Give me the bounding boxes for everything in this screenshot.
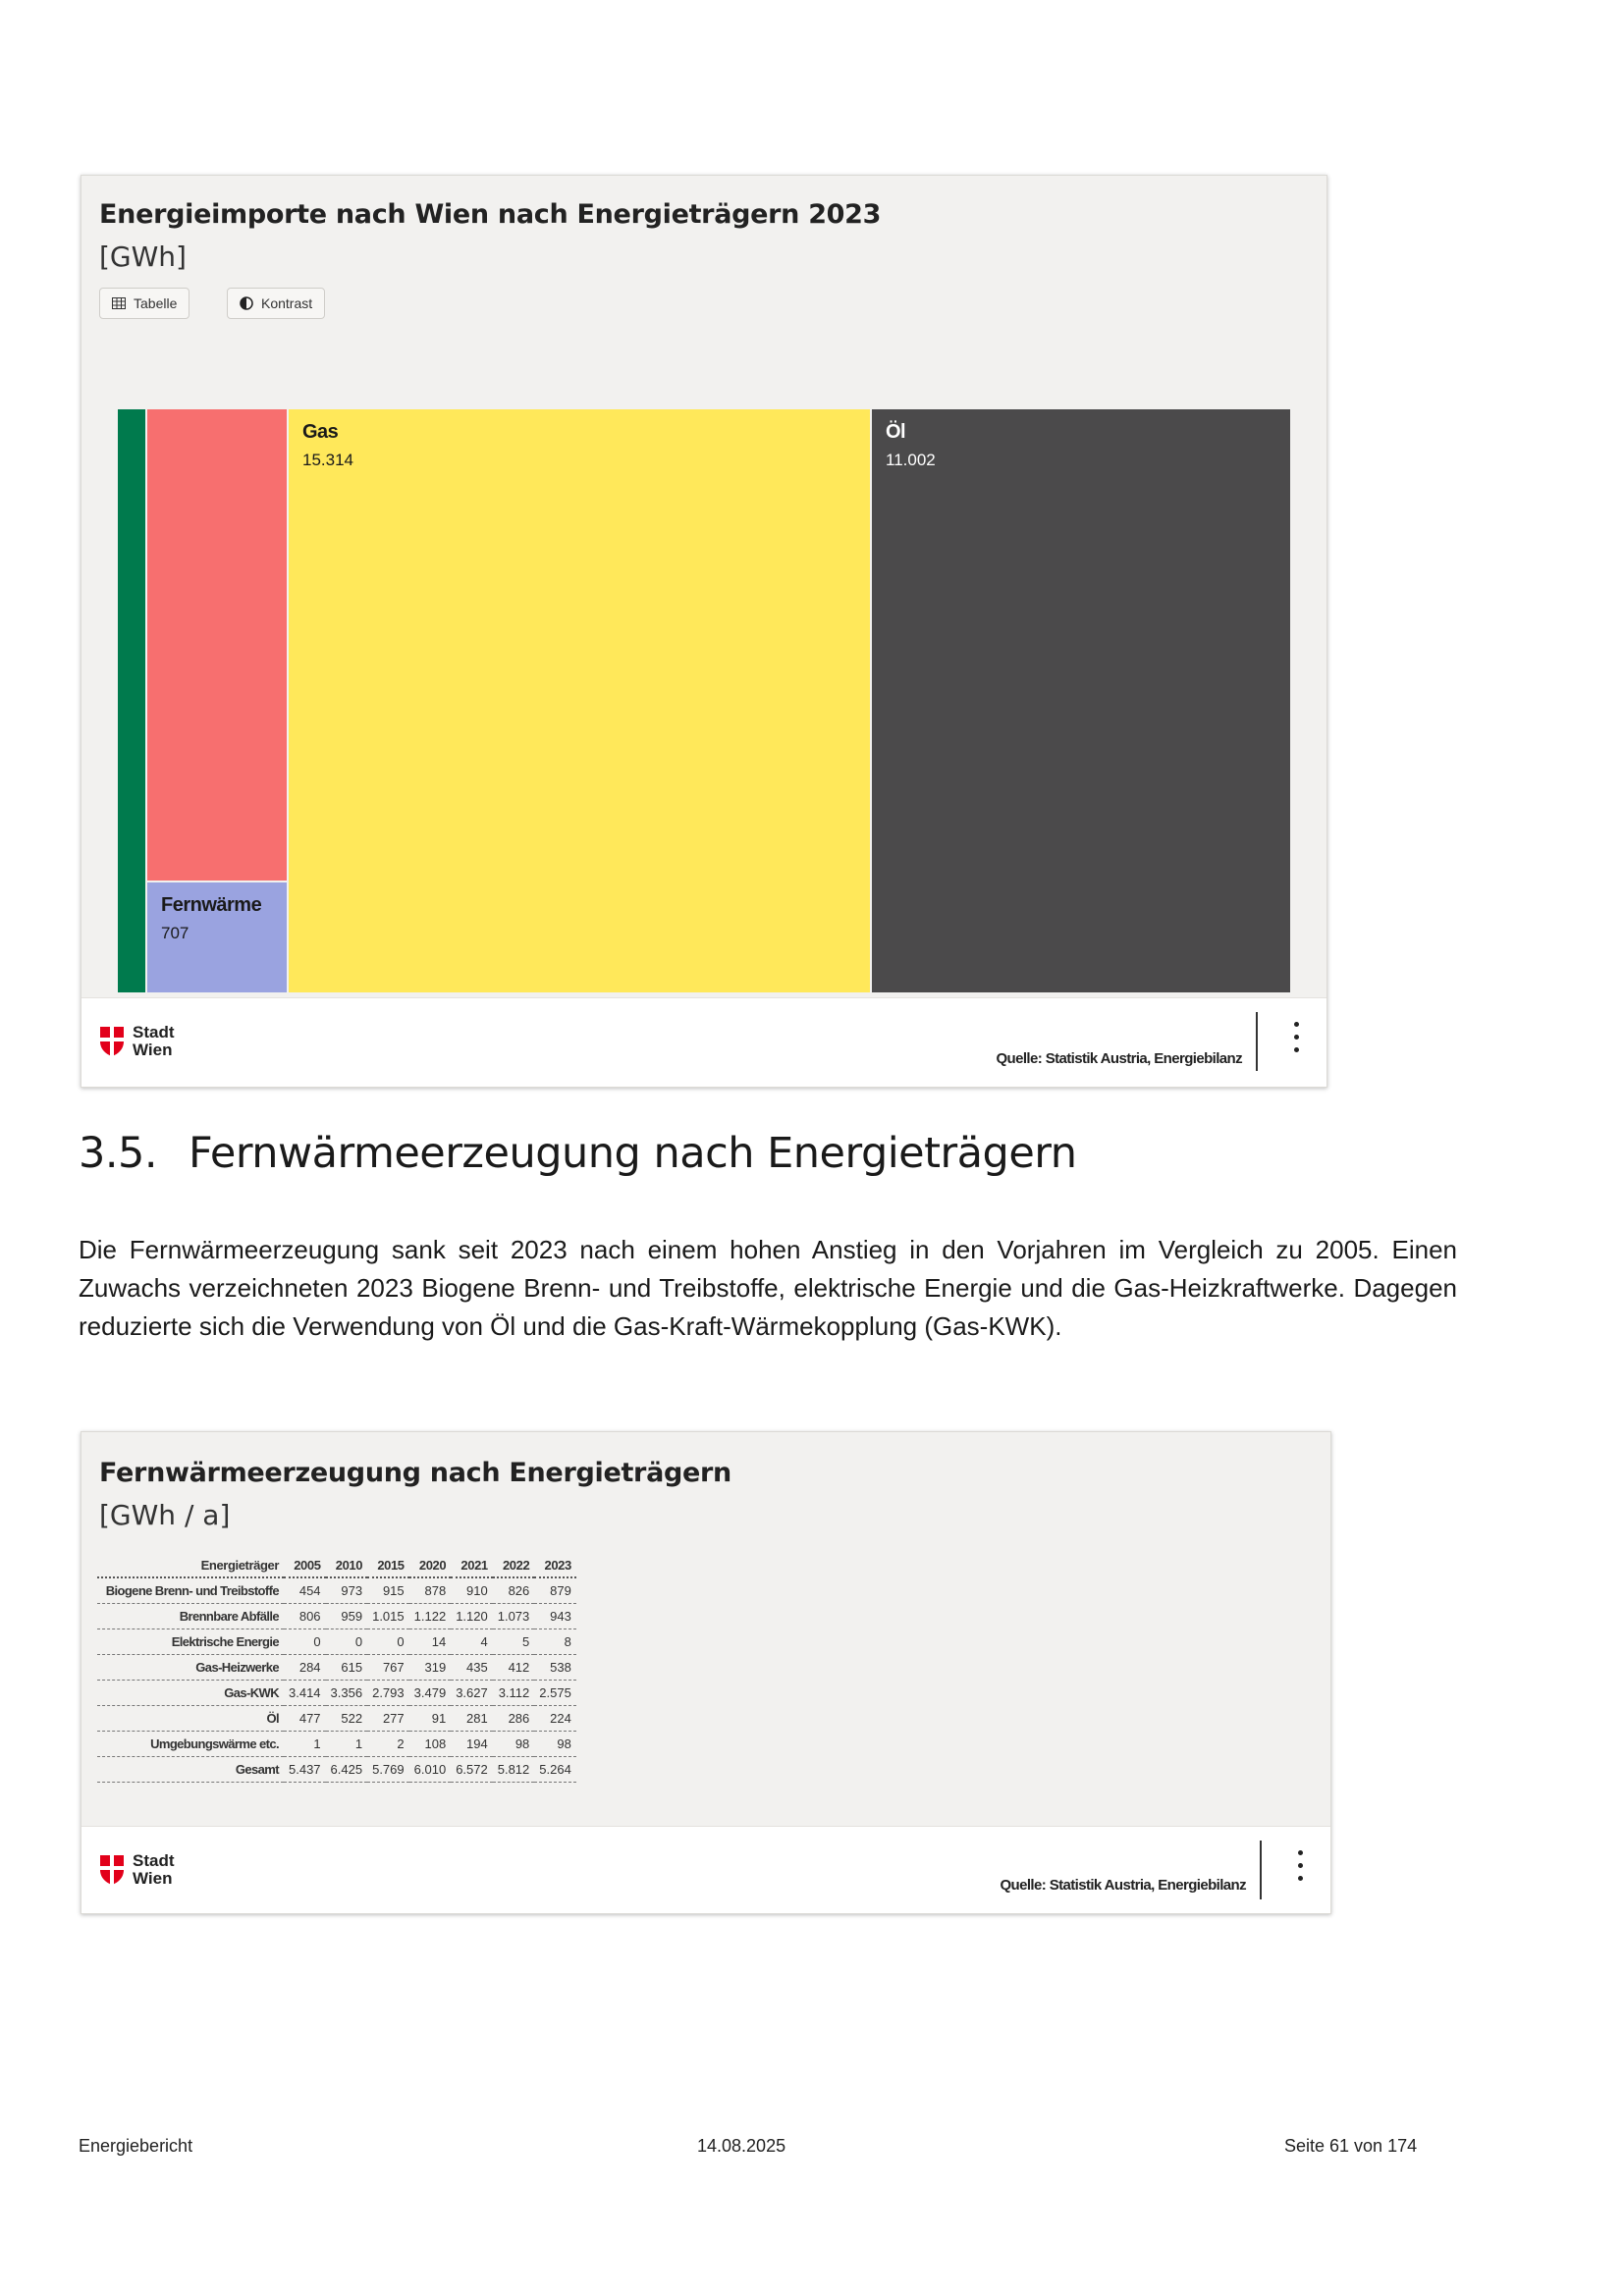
table-cell: 14	[409, 1629, 452, 1655]
table-header-year: 2015	[367, 1554, 409, 1577]
table-row	[97, 1757, 576, 1783]
table-cell: 2	[367, 1732, 409, 1757]
table-row-label: Öl	[97, 1706, 284, 1732]
logo-line-1: Stadt	[133, 1023, 175, 1041]
table-row	[97, 1681, 576, 1706]
chart-source: Quelle: Statistik Austria, Energiebilanz	[996, 1050, 1242, 1067]
district-heating-chart-card	[81, 1431, 1331, 1914]
table-cell: 538	[534, 1655, 576, 1681]
table-cell: 3.112	[493, 1681, 535, 1706]
table-row-label: Umgebungswärme etc.	[97, 1732, 284, 1757]
treemap-tile[interactable]	[118, 409, 145, 992]
table-header-year: 2021	[451, 1554, 493, 1577]
table-row	[97, 1604, 576, 1629]
table-header-year: 2010	[326, 1554, 368, 1577]
district-heating-table	[97, 1554, 576, 1783]
table-button[interactable]	[99, 288, 189, 319]
footer-document-title: Energiebericht	[79, 2136, 193, 2156]
energy-imports-chart-card	[81, 175, 1327, 1088]
table-row	[97, 1655, 576, 1681]
logo-line-2: Wien	[133, 1041, 173, 1059]
table-cell: 284	[284, 1655, 326, 1681]
table-cell: 2.793	[367, 1681, 409, 1706]
table-header-year: 2020	[409, 1554, 452, 1577]
more-options-icon[interactable]	[1291, 1022, 1301, 1061]
table-cell: 879	[534, 1577, 576, 1604]
table-cell: 522	[326, 1706, 368, 1732]
table-cell: 910	[451, 1577, 493, 1604]
table-row	[97, 1629, 576, 1655]
treemap-tile-value: 11.002	[886, 451, 936, 469]
chart-unit: [GWh]	[99, 240, 187, 273]
table-cell: 826	[493, 1577, 535, 1604]
table-cell: 1.015	[367, 1604, 409, 1629]
table-cell: 1.073	[493, 1604, 535, 1629]
table-row-label: Gesamt	[97, 1757, 284, 1783]
table-row	[97, 1706, 576, 1732]
section-title: Fernwärmeerzeugung nach Energieträgern	[189, 1129, 1077, 1178]
table-cell: 5	[493, 1629, 535, 1655]
table-cell: 915	[367, 1577, 409, 1604]
treemap-tile[interactable]	[147, 409, 287, 881]
table-cell: 412	[493, 1655, 535, 1681]
treemap-tile-value: 707	[161, 924, 189, 942]
logo-line-2: Wien	[133, 1869, 173, 1888]
chart-title: Energieimporte nach Wien nach Energieträgern 2023	[99, 199, 882, 230]
footer-page-number: Seite 61 von 174	[1284, 2136, 1418, 2156]
section-heading	[79, 1129, 1076, 1178]
table-cell: 2.575	[534, 1681, 576, 1706]
table-row-label: Elektrische Energie	[97, 1629, 284, 1655]
table-header-year: 2022	[493, 1554, 535, 1577]
table-row-label: Brennbare Abfälle	[97, 1604, 284, 1629]
table-cell: 435	[451, 1655, 493, 1681]
table-cell: 1	[284, 1732, 326, 1757]
contrast-button-label: Kontrast	[261, 295, 313, 311]
wien-coat-of-arms-icon	[99, 1026, 125, 1057]
section-number: 3.5.	[79, 1129, 158, 1178]
footer-divider	[1256, 1012, 1258, 1071]
table-cell: 3.479	[409, 1681, 452, 1706]
table-header-year: 2005	[284, 1554, 326, 1577]
section-paragraph: Die Fernwärmeerzeugung sank seit 2023 nach einem hohen Anstieg in den Vorjahren im Vergleich zu 2005. Einen Zuwachs verzeichneten 2023 Biogene Brenn- und Treibstoffe, elektrische Energie und die Gas-Heizkraftwerke. Dagegen reduzierte sich die Verwendung von Öl und die Gas-Kraft-Wärmekopplung (Gas-KWK).	[79, 1235, 1457, 1341]
treemap-tile-value: 15.314	[302, 451, 353, 469]
chart-unit: [GWh / a]	[99, 1499, 231, 1531]
logo-line-1: Stadt	[133, 1851, 175, 1870]
contrast-button[interactable]	[227, 288, 325, 319]
table-row	[97, 1732, 576, 1757]
table-cell: 5.264	[534, 1757, 576, 1783]
table-cell: 943	[534, 1604, 576, 1629]
table-cell: 319	[409, 1655, 452, 1681]
table-cell: 0	[326, 1629, 368, 1655]
table-cell: 767	[367, 1655, 409, 1681]
chart-title: Fernwärmeerzeugung nach Energieträgern	[99, 1458, 731, 1488]
table-body	[97, 1577, 576, 1783]
stadt-wien-logo	[99, 1024, 175, 1059]
table-cell: 8	[534, 1629, 576, 1655]
table-cell: 806	[284, 1604, 326, 1629]
table-row-label: Gas-KWK	[97, 1681, 284, 1706]
table-cell: 1.120	[451, 1604, 493, 1629]
chart-source: Quelle: Statistik Austria, Energiebilanz	[1000, 1877, 1246, 1894]
table-cell: 6.572	[451, 1757, 493, 1783]
chart-footer	[81, 997, 1326, 1087]
treemap-tile-label: Gas	[302, 421, 339, 443]
table-cell: 5.812	[493, 1757, 535, 1783]
treemap-tile[interactable]	[289, 409, 870, 992]
table-cell: 108	[409, 1732, 452, 1757]
table-cell: 0	[367, 1629, 409, 1655]
table-cell: 194	[451, 1732, 493, 1757]
table-cell: 615	[326, 1655, 368, 1681]
more-options-icon[interactable]	[1295, 1850, 1305, 1890]
table-cell: 973	[326, 1577, 368, 1604]
table-cell: 277	[367, 1706, 409, 1732]
table-header-year: 2023	[534, 1554, 576, 1577]
table-row	[97, 1577, 576, 1604]
treemap-tile-label: Fernwärme	[161, 894, 262, 916]
table-cell: 286	[493, 1706, 535, 1732]
table-cell: 477	[284, 1706, 326, 1732]
wien-coat-of-arms-icon	[99, 1854, 125, 1886]
treemap-tile[interactable]	[872, 409, 1290, 992]
table-cell: 91	[409, 1706, 452, 1732]
table-cell: 0	[284, 1629, 326, 1655]
table-icon	[112, 297, 126, 309]
table-cell: 1.122	[409, 1604, 452, 1629]
table-cell: 5.437	[284, 1757, 326, 1783]
treemap-chart	[118, 409, 1290, 992]
table-cell: 98	[493, 1732, 535, 1757]
table-cell: 3.627	[451, 1681, 493, 1706]
treemap-tile[interactable]	[147, 882, 287, 992]
table-cell: 6.010	[409, 1757, 452, 1783]
footer-divider	[1260, 1841, 1262, 1899]
table-cell: 878	[409, 1577, 452, 1604]
table-cell: 454	[284, 1577, 326, 1604]
contrast-icon	[240, 296, 253, 310]
table-row-label: Gas-Heizwerke	[97, 1655, 284, 1681]
table-cell: 4	[451, 1629, 493, 1655]
chart-footer	[81, 1826, 1330, 1913]
table-cell: 5.769	[367, 1757, 409, 1783]
table-header-label: Energieträger	[97, 1554, 284, 1577]
table-cell: 224	[534, 1706, 576, 1732]
table-cell: 3.414	[284, 1681, 326, 1706]
table-cell: 959	[326, 1604, 368, 1629]
table-button-label: Tabelle	[134, 295, 178, 311]
table-cell: 1	[326, 1732, 368, 1757]
table-cell: 98	[534, 1732, 576, 1757]
table-header-row	[97, 1554, 576, 1577]
stadt-wien-logo	[99, 1852, 175, 1888]
table-cell: 281	[451, 1706, 493, 1732]
footer-date: 14.08.2025	[697, 2136, 786, 2156]
table-row-label: Biogene Brenn- und Treibstoffe	[97, 1577, 284, 1604]
table-cell: 6.425	[326, 1757, 368, 1783]
treemap-tile-label: Öl	[886, 421, 906, 443]
table-cell: 3.356	[326, 1681, 368, 1706]
